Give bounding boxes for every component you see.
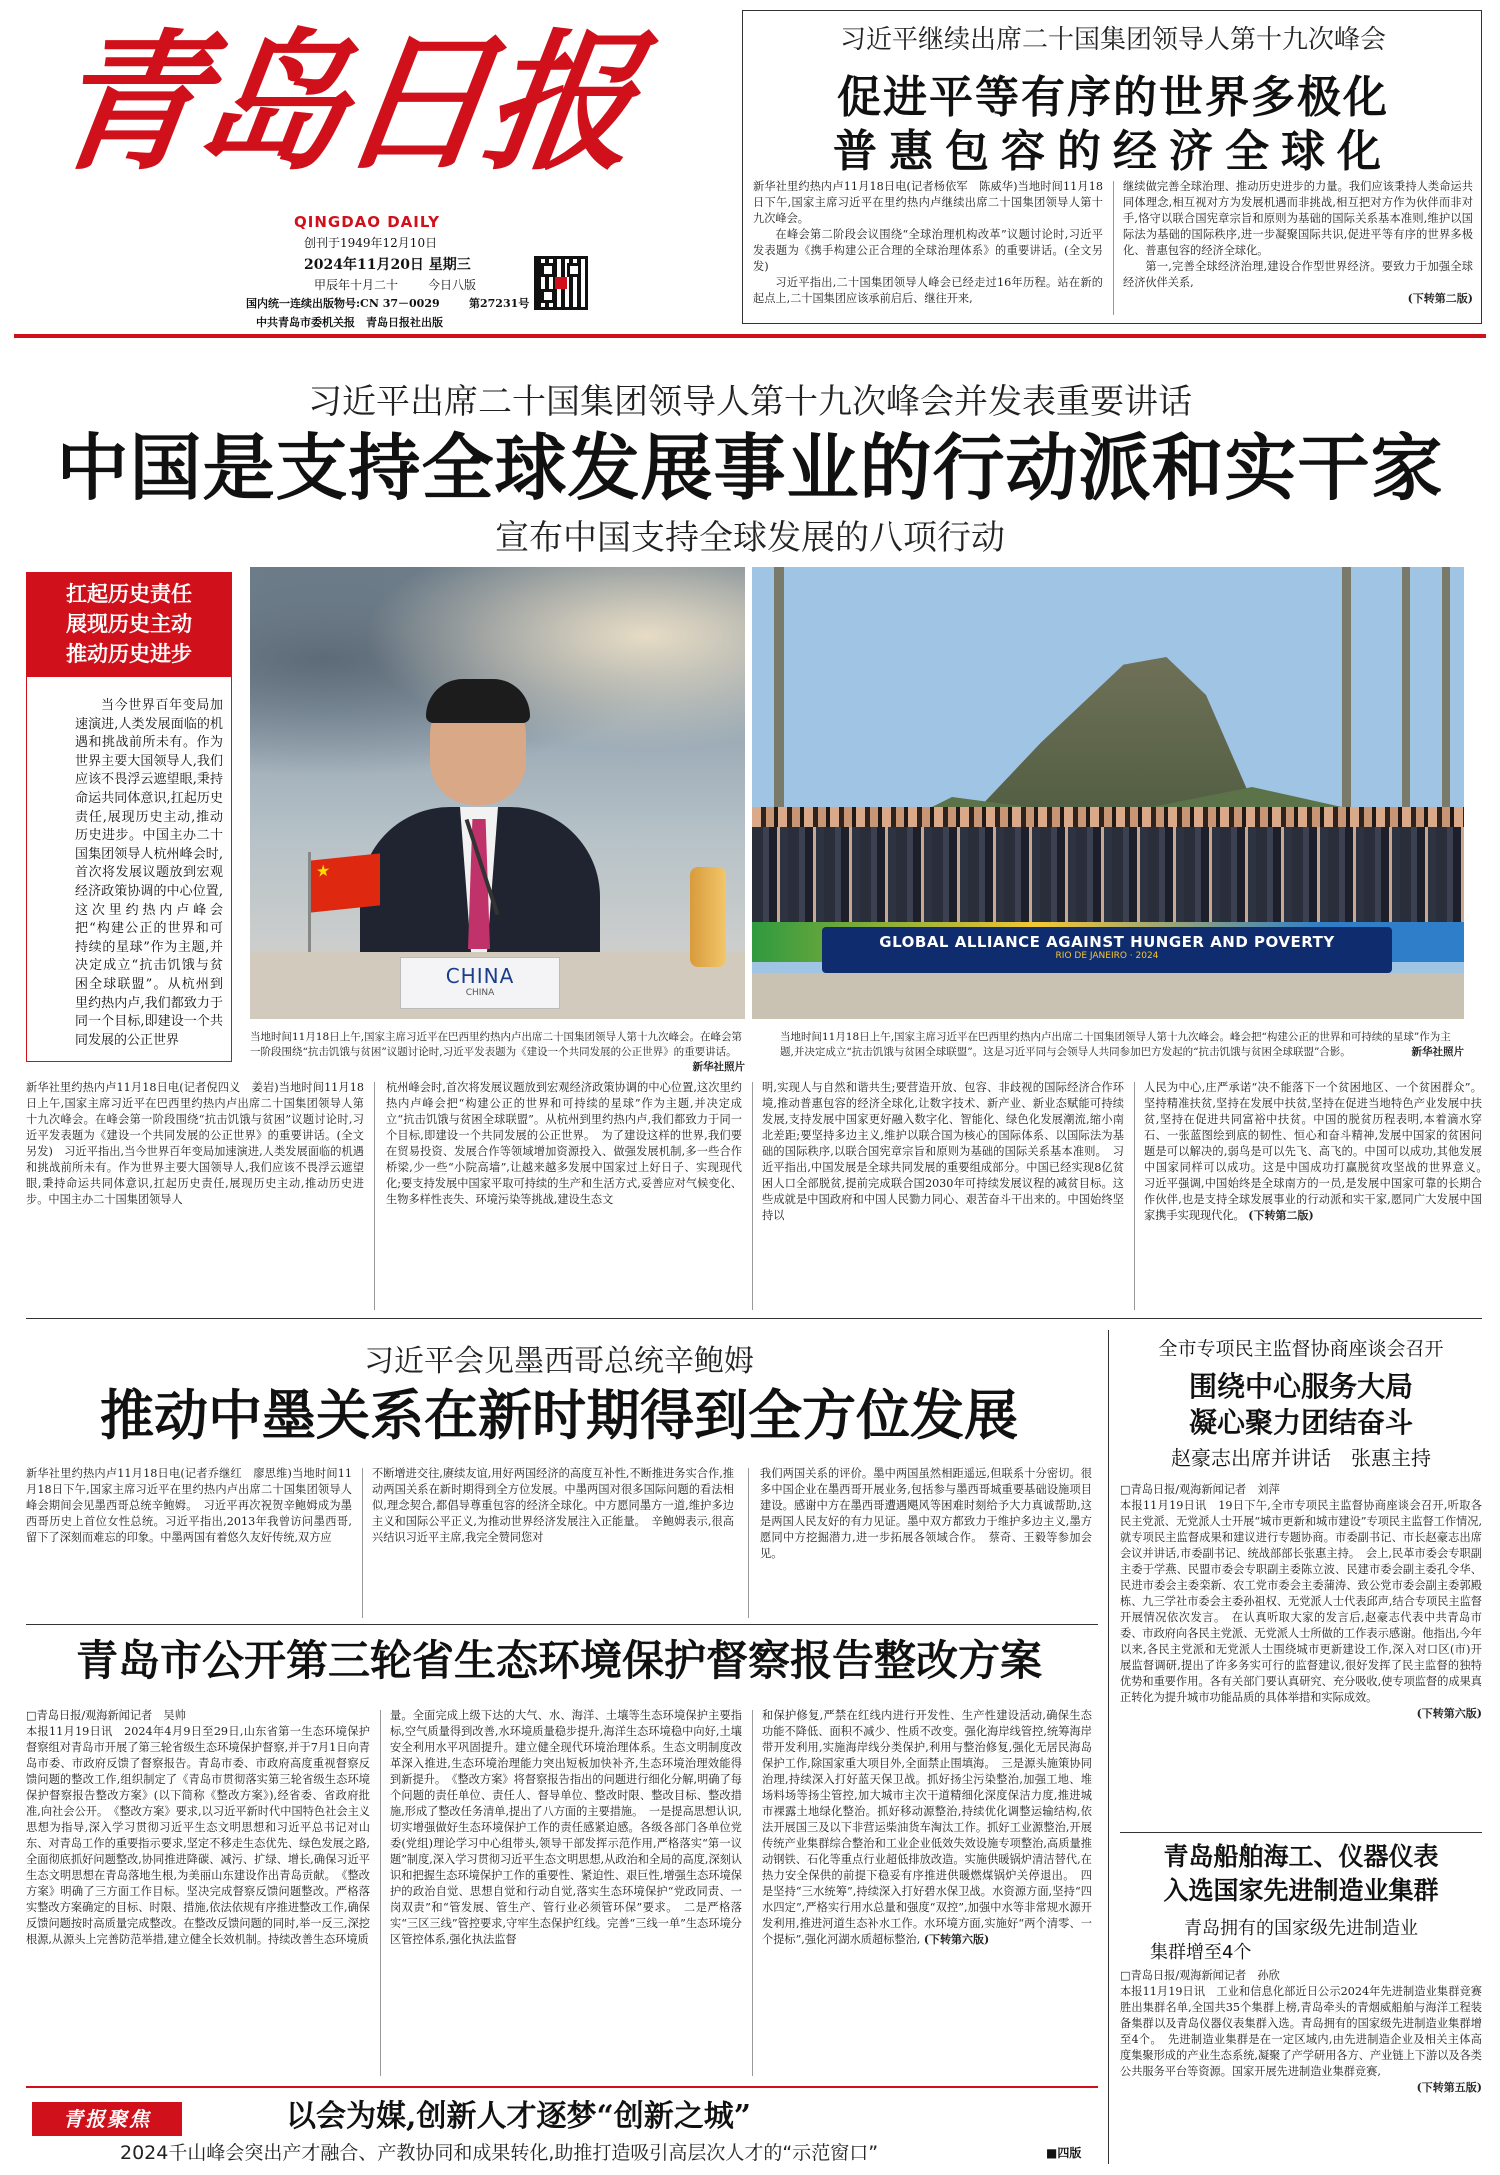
masthead-issue: 第27231号 [469,297,530,310]
commentary-title-1: 扛起历史责任 [66,581,192,606]
commentary-title-2: 展现历史主动 [66,611,192,636]
footer-subhead: 2024千山峰会突出产才融合、产教协同和成果转化,助推打造吸引高层次人才的“示范窗口” [120,2142,879,2164]
sidebar2-headline-2: 入选国家先进制造业集群 [1163,1876,1439,1905]
main-bottom-rule [26,1318,1482,1319]
main-body-col1: 新华社里约热内卢11月18日电(记者倪四义 姜岩)当地时间11月18日上午,国家主席习近平在巴西里约热内卢出席二十国集团领导人第十九次峰会。在峰会第一阶段围绕“抗击饥饿与贫困”议题讨论时,习近平发表题为《建设一个共同发展的公正世界》的重要讲话。(全文另发) 习近平指出,当今世界百年变局加速演进,人类发展面临的机遇和挑战前所未有。作为世界主要大国领导人,我们应该不畏浮云遮望眼,秉持命运共同体意识,扛起历史责任,展现历史主动,推动历史进步。中国主办二十国集团领导人 [26,1081,364,1206]
mexico-col1: 新华社里约热内卢11月18日电(记者乔继红 廖思维)当地时间11月18日下午,国家主席习近平在里约热内卢出席二十国集团领导人峰会期间会见墨西哥总统辛鲍姆。 习近平再次祝贺辛鲍姆成为墨西哥历史上首位女性总统。习近平指出,2013年我曾访问墨西哥,留下了深刻而难忘的印象。中墨两国有着悠久友好传统,双方应 [26,1467,352,1544]
masthead-pages: 今日八版 [428,278,477,292]
top-story-headline-2: 普惠包容的经济全球化 [833,126,1393,177]
main-continued[interactable]: (下转第二版) [1248,1209,1314,1222]
top-story-p4: 继续做完善全球治理、推动历史进步的力量。我们应该秉持人类命运共同体理念,相互视对方为发展机遇而非挑战,相互把对方作为伙伴而非对手,恪守以联合国宪章宗旨和原则为基础的国际关系基本准则,维护以国际法为基础的国际秩序,进一步凝聚国际共识,促进平等有序的世界多极化、普惠包容的经济全球化。 [1123,180,1473,257]
top-story-continued[interactable]: (下转第二版) [1407,292,1473,305]
top-story-p3: 习近平指出,二十国集团领导人峰会已经走过16年历程。站在新的起点上,二十国集团应该承前启后、继往开来, [753,276,1103,305]
eco-col3-text: 和保护修复,严禁在红线内进行开发性、生产性建设活动,确保生态功能不降低、面积不减少、性质不改变。强化海岸线管控,统筹海岸带开发利用,实施海岸线分类保护,利用与整治修复,强化无居民海岛保护工作,除国家重大项目外,全面禁止围填海。 三是源头施策协同治理,持续深入打好蓝天保卫战。抓好扬尘污染整治,加强工地、堆场料场等扬尘管控,加大城市主次干道精细化深度保洁力度,推进城市裸露土地绿化整治。抓好移动源整治,持续优化调整运输结构,依法开展国三及以下非营运柴油货车淘汰工作。抓好工业源整治,开展传统产业集群综合整治和工业企业低效失效设施专项整治,高质量推动钢铁、石化等重点行业超低排放改造。实施供暖锅炉清洁替代,在热力安全保供的前提下稳妥有序推进供暖燃煤锅炉关停退出。 四是坚持“三水统筹”,持续深入打好碧水保卫战。水资源方面,坚持“四水四定”,严格实行用水总量和强度“双控”,加强中水等非常规水源开发利用,推进河道生态补水工作。水环境方面,实施好“两个清零、一个提标”,强化河湖水质超标整治, [762,1709,1092,1946]
masthead-date: 2024年11月20日 星期三 [304,257,471,273]
photo-group-caption [780,1030,1464,1060]
top-story-col1 [753,179,1103,319]
top-story-p1: 新华社里约热内卢11月18日电(记者杨依军 陈威华)当地时间11月18日下午,国家主席习近平在里约热内卢继续出席二十国集团领导人第十九次峰会。 [753,180,1103,225]
sidebar1-subhead: 赵豪志出席并讲话 张惠主持 [1171,1446,1431,1470]
sidebar1-byline: □青岛日报/观海新闻记者 刘萍 [1120,1483,1280,1496]
top-story-col2 [1123,179,1473,321]
photo-speech-caption-text: 当地时间11月18日上午,国家主席习近平在巴西里约热内卢出席二十国集团领导人第十九次峰会。在峰会第一阶段围绕“抗击饥饿与贫困”议题讨论时,习近平发表题为《建设一个共同发展的公正世界》的重要讲话。 [250,1031,743,1058]
photo-speech-caption [250,1030,745,1075]
eco-divider-2 [752,1710,753,2076]
main-body-col2: 杭州峰会时,首次将发展议题放到宏观经济政策协调的中心位置,这次里约热内卢峰会把“构建公正的世界和可持续的星球”作为主题,并决定成立“抗击饥饿与贫困全球联盟”。从杭州到里约热内卢,我们都致力于同一个目标,即建设一个共同发展的公正世界。 为了建设这样的世界,我们要在贸易投资、发展合作等领域增加资源投入、做强发展机制,多一些合作桥梁,少一些“小院高墙”,让越来越多发展中国家过上好日子、实现现代化;要支持发展中国家平取可持续的生产和生活方式,妥善应对气候变化、生物多样性丧失、环境污染等挑战,建设生态文 [386,1081,742,1206]
eco-headline: 青岛市公开第三轮省生态环境保护督察报告整改方案 [75,1636,1042,1685]
masthead-red-rule [14,334,1486,338]
footer-page-ref[interactable]: ■四版 [1046,2146,1082,2160]
eco-byline: □青岛日报/观海新闻记者 吴帅 [26,1709,186,1722]
main-body-col3: 明,实现人与自然和谐共生;要营造开放、包容、非歧视的国际经济合作环境,推动普惠包容的经济全球化,让数字技术、新产业、新业态赋能可持续发展,支持发展中国家更好融入数字化、智能化、绿色化发展潮流,缩小南北差距;要坚持多边主义,维护以联合国为核心的国际体系、以国际法为基础的国际秩序,以联合国宪章宗旨和原则为基础的国际关系基本准则。 习近平指出,中国发展是全球共同发展的重要组成部分。中国已经实现8亿贫困人口全部脱贫,提前完成联合国2030年可持续发展议程的减贫目标。这些成就是中国政府和中国人民勠力同心、艰苦奋斗干出来的。中国始终坚持以 [762,1081,1124,1222]
top-story-p2: 在峰会第二阶段会议围绕“全球治理机构改革”议题讨论时,习近平发表题为《携手构建公正合理的全球治理体系》的重要讲话。(全文另发) [753,228,1103,273]
main-divider-2 [752,1082,753,1310]
top-story-kicker: 习近平继续出席二十国集团领导人第十九次峰会 [839,25,1386,55]
main-divider-1 [374,1082,375,1310]
eco-col3 [762,1708,1092,2080]
nameplate-text: CHINA [445,964,515,988]
commentary-title-3: 推动历史进步 [66,641,192,666]
mexico-col2: 不断增进交往,赓续友谊,用好两国经济的高度互补性,不断推进务实合作,推动两国关系在新时期得到全方位发展。中墨两国对很多国际问题的看法相似,理念契合,都倡导尊重包容的经济全球化。中方愿同墨方一道,维护多边主义和国际公平正义,为推动世界经济发展注入正能量。 辛鲍姆表示,很高兴结识习近平主席,我完全赞同您对 [372,1467,734,1544]
mexico-col3: 我们两国关系的评价。墨中两国虽然相距遥远,但联系十分密切。很多中国企业在墨西哥开展业务,包括参与墨西哥城重要基础设施项目建设。感谢中方在墨西哥遭遇飓风等困难时刻给予大力真诚帮助,这是两国人民友好的有力见证。墨中双方都致力于维护多边主义,墨方愿同中方挖掘潜力,进一步拓展各领域合作。 蔡奇、王毅等参加会见。 [760,1467,1092,1560]
photo-group-banner [822,927,1392,973]
speaker-figure [360,687,600,957]
commentary-body: 当今世界百年变局加速演进,人类发展面临的机遇和挑战前所未有。作为世界主要大国领导人,我们应该不畏浮云遮望眼,秉持命运共同体意识,扛起历史责任,展现历史主动,推动历史进步。中国主办二十国集团领导人杭州峰会时,首次将发展议题放到宏观经济政策协调的中心位置,这次里约热内卢峰会把“构建公正的世界和可持续的星球”作为主题,并决定成立“抗击饥饿与贫困全球联盟”。从杭州到里约热内卢,我们都致力于同一个目标,即建设一个共同发展的公正世界 [75,698,223,1048]
sidebar2-subhead-2: 集群增至4个 [1150,1942,1252,1963]
sidebar2-text: 本报11月19日讯 工业和信息化部近日公示2024年先进制造业集群竞赛胜出集群名单,全国共35个集群上榜,青岛牵头的青烟威船舶与海洋工程装备集群以及青岛仪器仪表集群入选。青岛拥有的国家级先进制造业集群增至4个。 先进制造业集群是在一定区域内,由先进制造企业及相关主体高度集聚形成的产业生态系统,凝聚了产学研用各方、产业链上下游以及各类公共服务平台等资源。国家开展先进制造业集群竞赛, [1120,1985,1482,2078]
sidebar1-body [1120,1482,1482,1820]
masthead-pinyin: QINGDAO DAILY [294,213,440,231]
masthead-logo: 青岛日报 [41,15,643,191]
sidebar1-kicker: 全市专项民主监督协商座谈会召开 [1158,1338,1444,1360]
eco-col2: 量。全面完成上级下达的大气、水、海洋、土壤等生态环境保护主要指标,空气质量得到改善,水环境质量稳步提升,海洋生态环境稳中向好,土壤安全利用水平巩固提升。建立健全现代环境治理体系。生态文明制度改革深入推进,生态环境治理能力突出短板加快补齐,生态环境治理效能得到新提升。 《整改方案》将督察报告指出的问题进行细化分解,明确了每个问题的责任单位、责任人、督导单位、整改时限、整改目标、整改措施,形成了整改任务清单,提出了八方面的主要措施。 一是提高思想认识,切实增强做好生态环境保护工作的责任感紧迫感。各级各部门各单位党委(党组)理论学习中心组带头,领导干部发挥示范作用,严格落实“第一议题”制度,深入学习贯彻习近平生态文明思想,从政治和全局的高度,深刻认识和把握生态环境保护工作的重要性、紧迫性、艰巨性,增强生态环境保护的政治自觉、思想自觉和行动自觉,落实生态环境保护“党政同责、一岗双责”和“管发展、管生产、管行业必须管环保”要求。 二是严格落实“三区三线”管控要求,守牢生态保护红线。完善“三线一单”生态环境分区管控体系,强化执法监督 [390,1709,743,1946]
qr-code-icon[interactable] [534,256,588,310]
footer-headline: 以会为媒,创新人才逐梦“创新之城” [286,2099,751,2134]
sidebar2-subhead-1: 青岛拥有的国家级先进制造业 [1184,1918,1418,1939]
footer-badge: 青报聚焦 [63,2107,151,2131]
photo-speech-credit: 新华社照片 [692,1061,745,1073]
main-headline: 中国是支持全球发展事业的行动派和实干家 [56,425,1444,510]
eco-col1 [26,1708,370,2080]
sidebar1-headline-1: 围绕中心服务大局 [1188,1370,1413,1403]
sidebar2-continued[interactable]: (下转第五版) [1416,2081,1482,2094]
banner-sub: RIO DE JANEIRO · 2024 [1055,951,1159,961]
bottle [690,867,726,967]
sidebar1-text: 本报11月19日讯 19日下午,全市专项民主监督协商座谈会召开,听取各民主党派、无党派人士开展“城市更新和城市建设”专项民主监督工作情况,就专项民主监督成果和建议进行专题协商。市委副书记、市长赵豪志出席会议并讲话,市委副书记、统战部部长张惠主持。 会上,民革市委会专职副主委于学燕、民盟市委会专职副主委陈立波、民建市委会副主委孔令华、民进市委会主委栾新、农工党市委会主委蒲涛、致公党市委会副主委郭殿栋、九三学社市委会主委孙祖权、无党派人士代表邱声,结合专项民主监督开展情况依次发言。 在认真听取大家的发言后,赵豪志代表中共青岛市委、市政府向各民主党派、无党派人士所做的工作表示感谢。他指出,今年以来,各民主党派和无党派人士围绕城市更新建设工作,深入对口区(市)开展监督调研,提出了许多务实可行的监督建议,很好发挥了民主监督的独特优势和重要作用。各有关部门要认真研究、充分吸收,使专项监督的成果真正转化为提升城市功能品质的具体举措和实际成效。 [1120,1499,1482,1704]
masthead-founded: 创刊于1949年12月10日 [304,236,438,250]
main-kicker: 习近平出席二十国集团领导人第十九次峰会并发表重要讲话 [308,382,1192,422]
main-body-col4 [1144,1080,1494,1312]
flag-china: ★ [310,853,380,912]
nameplate-sub: CHINA [465,988,495,998]
top-story-p5: 第一,完善全球经济治理,建设合作型世界经济。要致力于加强全球经济伙伴关系, [1123,260,1473,289]
main-body-col4-text: 人民为中心,庄严承诺“决不能落下一个贫困地区、一个贫困群众”。坚持精准扶贫,坚持在发展中扶贫,坚持在促进当地特色产业发展中扶贫,坚持在促进共同富裕中扶贫。中国的脱贫历程表明,本着滴水穿石、一张蓝图绘到底的韧性、恒心和奋斗精神,发展中国家的贫困问题是可以解决的,弱鸟是可以先飞、高飞的。中国可以成功,其他发展中国家同样可以成功。这是中国成功打赢脱贫攻坚战的世界意义。 习近平强调,中国始终是全球南方的一员,是发展中国家可靠的长期合作伙伴,也是支持全球发展事业的行动派和实干家,愿同广大发展中国家携手实现现代化。 [1144,1081,1494,1222]
photo-speech[interactable] [250,567,745,1019]
main-divider-3 [1134,1082,1135,1310]
mexico-headline: 推动中墨关系在新时期得到全方位发展 [100,1383,1018,1447]
commentary-title [27,573,231,677]
mexico-bottom-rule [26,1624,1098,1625]
masthead-lunar: 甲辰年十月二十 [314,278,399,292]
commentary-box [26,572,232,1062]
mexico-divider-2 [748,1468,749,1618]
leader-group [752,807,1464,927]
eco-col1-text: 本报11月19日讯 2024年4月9日至29日,山东省第一生态环境保护督察组对青岛市开展了第三轮省级生态环境保护督察,并于7月1日向青岛市委、市政府反馈了督察报告。青岛市委、市政府高度重视督察反馈问题的整改工作,组织制定了《青岛市贯彻落实第三轮省级生态环境保护督察报告整改方案》(以下简称《整改方案》),经省委、省政府批准,向社会公开。 《整改方案》要求,以习近平新时代中国特色社会主义思想为指导,深入学习贯彻习近平生态文明思想和习近平总书记对山东、对青岛工作的重要指示要求,坚定不移走生态优先、绿色发展之路,全面彻底抓好问题整改,协同推进降碳、减污、扩绿、增长,确保习近平生态文明思想在青岛落地生根,为美丽山东建设作出青岛贡献。 《整改方案》明确了三方面工作目标。坚决完成督察反馈问题整改。严格落实整改方案确定的目标、时限、措施,依法依规有序推进整改工作,确保反馈问题按时高质量完成整改。在整改反馈问题的同时,举一反三,深挖根源,从源头上完善防范举措,建立健全长效机制。持续改善生态环境质 [26,1725,370,1946]
footer-promo[interactable] [26,2086,1098,2166]
masthead-publisher: 中共青岛市委机关报 青岛日报社出版 [256,316,443,329]
top-story-headline-1: 促进平等有序的世界多极化 [837,72,1389,123]
masthead [14,8,714,340]
sidebar1-continued[interactable]: (下转第六版) [1416,1707,1482,1720]
sidebar-divider [1108,1330,1109,2164]
main-subhead: 宣布中国支持全球发展的八项行动 [495,518,1005,558]
mexico-kicker: 习近平会见墨西哥总统辛鲍姆 [364,1344,754,1379]
top-story-box [742,10,1482,324]
banner-title: GLOBAL ALLIANCE AGAINST HUNGER AND POVERTY [879,933,1335,951]
photo-group-credit: 新华社照片 [1411,1046,1464,1058]
masthead-issn: 国内统一连续出版物号:CN 37－0029 [246,297,440,310]
nameplate [400,957,560,1009]
ground [752,973,1464,1019]
eco-divider-1 [380,1710,381,2076]
sidebar-mid-rule [1120,1832,1482,1833]
eco-continued[interactable]: (下转第六版) [923,1933,990,1946]
newspaper-badge-icon [32,2102,182,2136]
top-story-divider [1113,181,1114,315]
sidebar2-headline-1: 青岛船舶海工、仪器仪表 [1163,1842,1439,1871]
photo-group-caption-text: 当地时间11月18日上午,国家主席习近平在巴西里约热内卢出席二十国集团领导人第十九次峰会。峰会把“构建公正的世界和可持续的星球”作为主题,并决定成立“抗击饥饿与贫困全球联盟”。这是习近平同与会领导人共同参加巴方发起的“抗击饥饿与贫困全球联盟”合影。 [780,1031,1451,1058]
sidebar1-headline-2: 凝心聚力团结奋斗 [1188,1406,1413,1439]
sidebar2-body [1120,1968,1482,2164]
mexico-divider-1 [362,1468,363,1618]
photo-group[interactable] [752,567,1464,1019]
sidebar2-byline: □青岛日报/观海新闻记者 孙欣 [1120,1969,1280,1982]
